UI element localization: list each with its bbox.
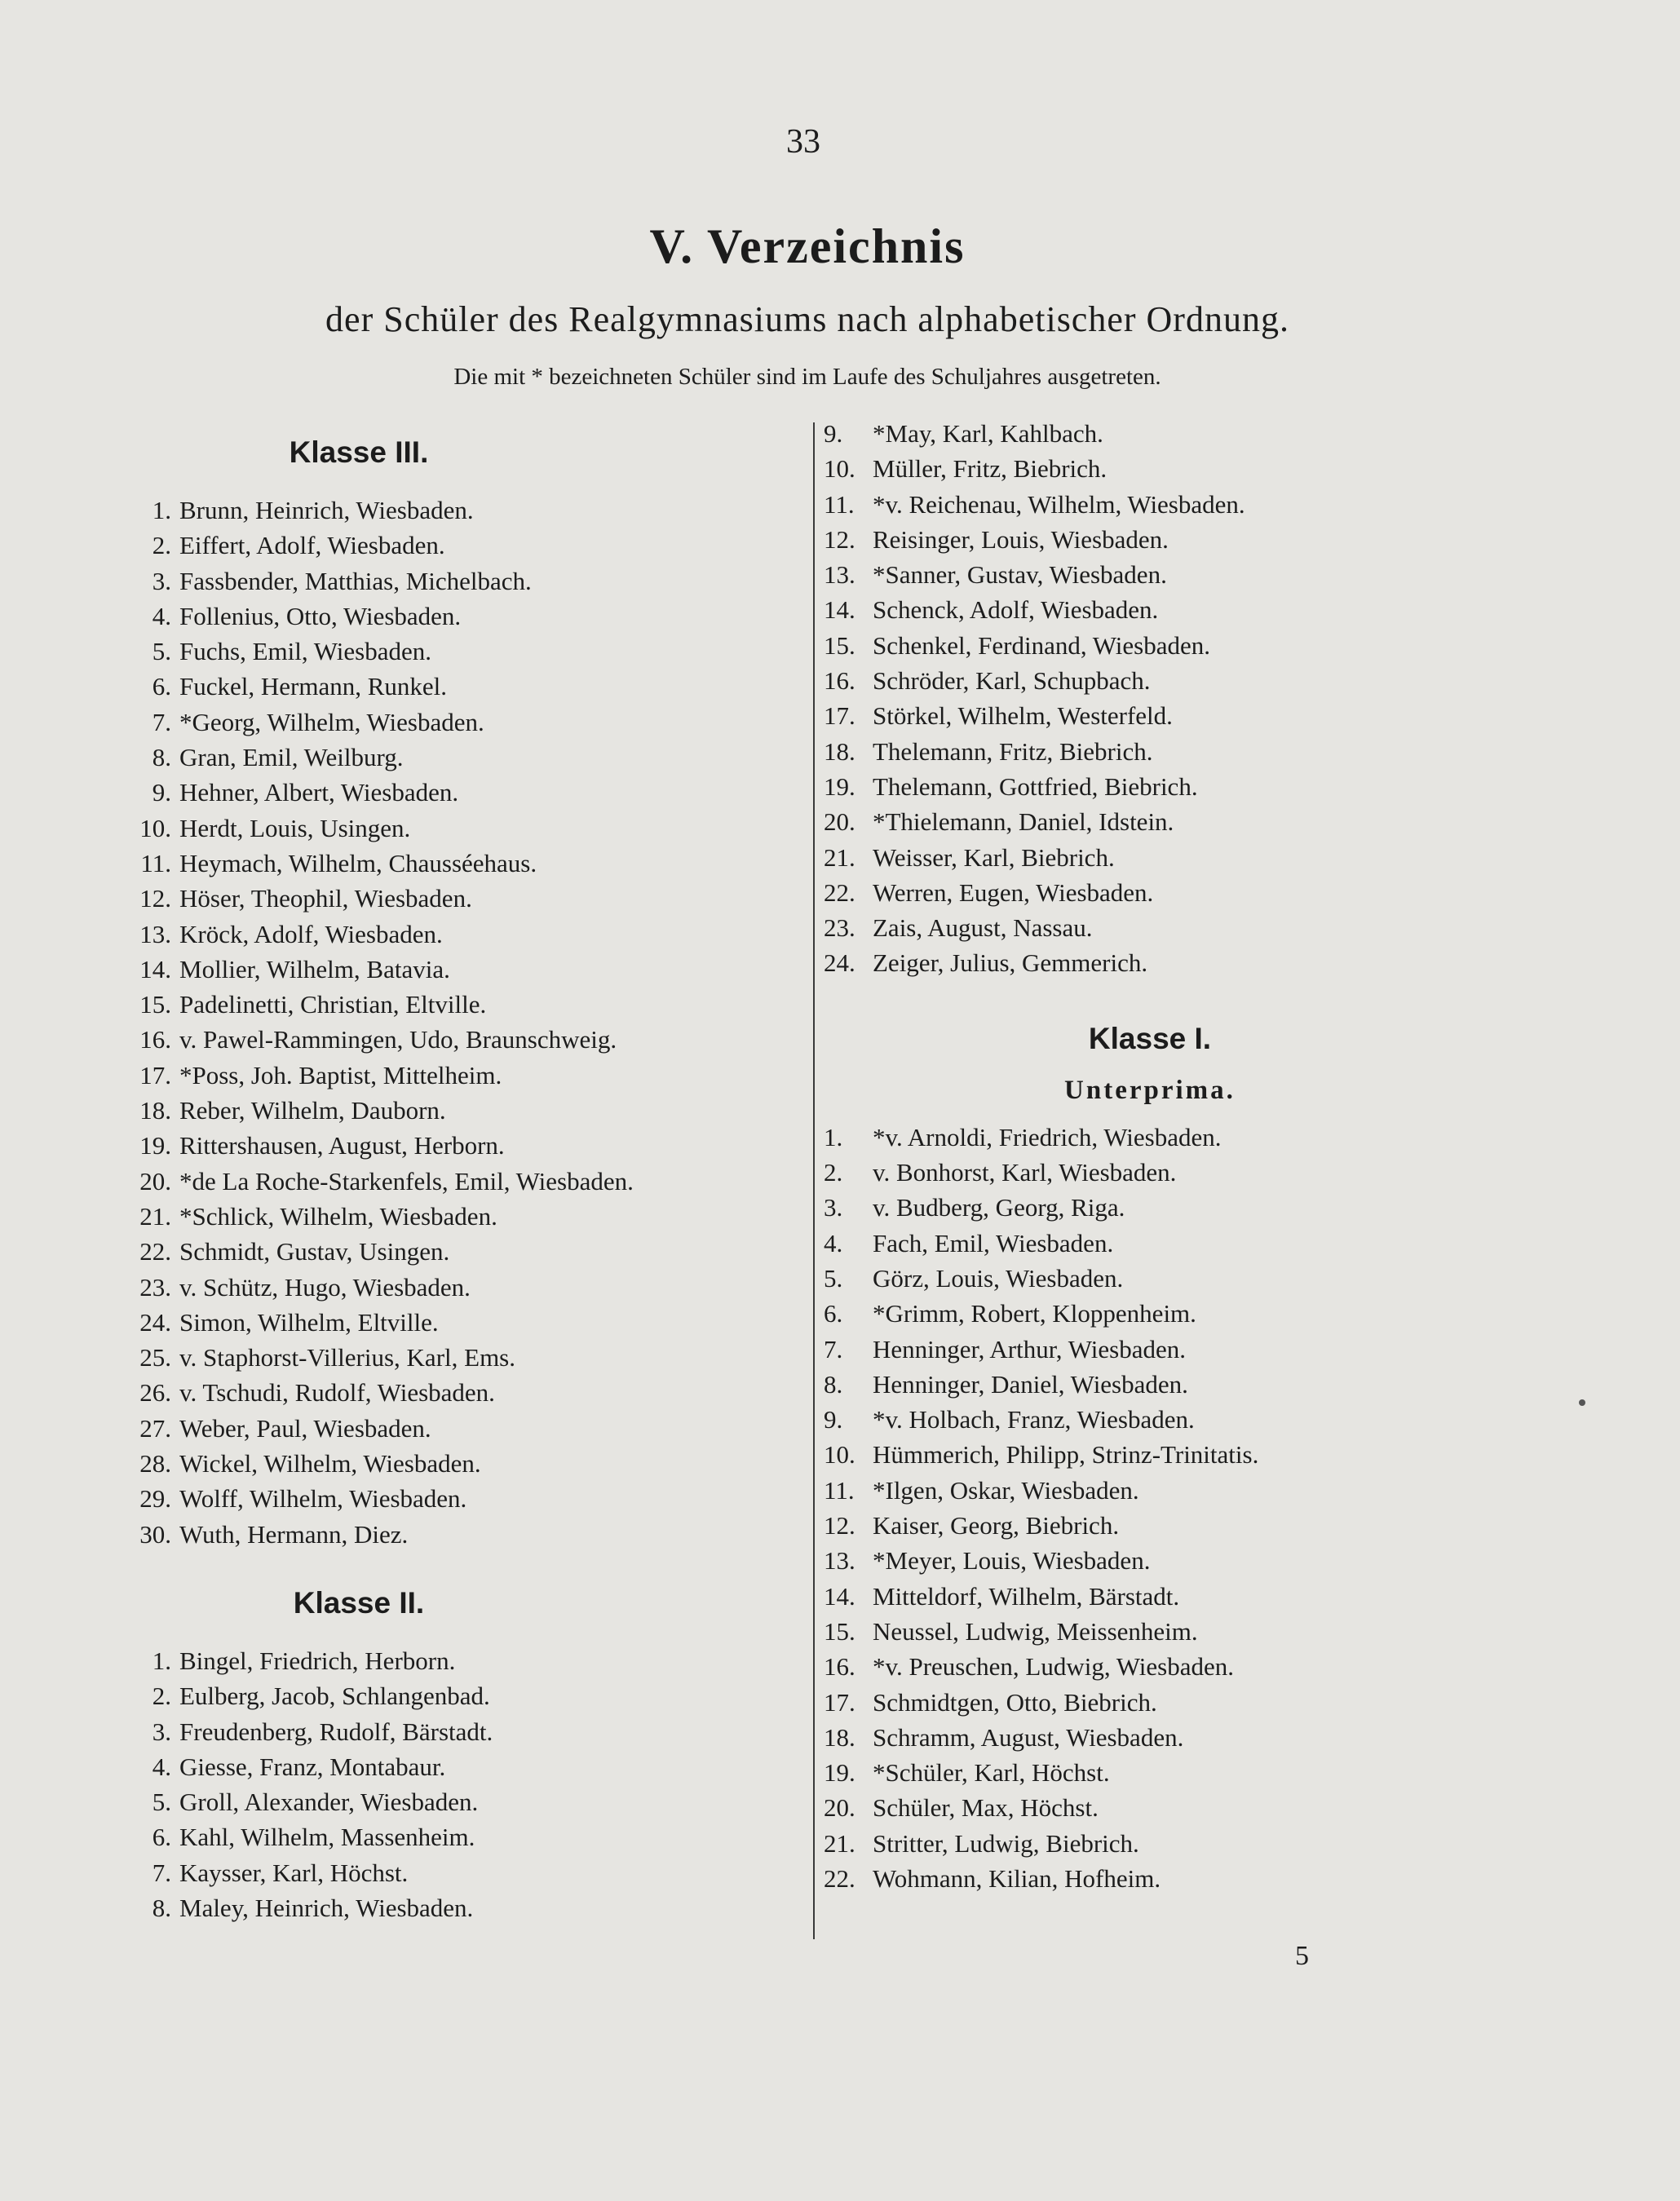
student-entry: Maley, Heinrich, Wiesbaden. [179,1893,474,1922]
student-number: 3. [824,1193,843,1222]
student-number: 9. [824,1405,843,1434]
student-number: 12. [139,884,171,913]
student-row [130,1784,807,1819]
student-row [824,1402,1476,1437]
student-number: 1. [824,1122,843,1151]
student-row [130,634,807,669]
student-row [130,1517,807,1552]
student-row [824,487,1476,522]
student-row [130,917,807,952]
student-entry: *Poss, Joh. Baptist, Mittelheim. [179,1060,502,1089]
page-number: 33 [786,123,820,161]
student-entry: *Georg, Wilhelm, Wiesbaden. [179,707,484,736]
student-number: 15. [824,1616,855,1646]
student-row [130,811,807,846]
student-row [824,663,1476,698]
student-entry: *Sanner, Gustav, Wiesbaden. [873,560,1167,590]
student-entry: Schramm, August, Wiesbaden. [873,1722,1184,1752]
student-entry: Schmidt, Gustav, Usingen. [179,1237,450,1266]
student-entry: *Meyer, Louis, Wiesbaden. [873,1546,1151,1576]
student-number: 20. [824,807,855,837]
student-row [130,1340,807,1375]
student-row [130,1058,807,1093]
student-row [130,1411,807,1446]
student-entry: Weber, Paul, Wiesbaden. [179,1413,431,1443]
student-entry: Reisinger, Louis, Wiesbaden. [873,524,1169,554]
student-row [130,1749,807,1784]
student-entry: *v. Reichenau, Wilhelm, Wiesbaden. [873,489,1245,519]
student-number: 24. [824,948,855,978]
student-number: 15. [139,990,171,1019]
unterprima-heading: Unterprima. [1064,1075,1236,1105]
student-number: 21. [139,1201,171,1231]
student-entry: Müller, Fritz, Biebrich. [873,454,1107,484]
student-row [130,705,807,740]
student-number: 5. [152,1788,171,1817]
student-number: 28. [139,1449,171,1478]
student-entry: Zeiger, Julius, Gemmerich. [873,948,1148,978]
student-row [824,804,1476,839]
student-entry: Schmidtgen, Otto, Biebrich. [873,1687,1157,1717]
student-number: 2. [824,1158,843,1187]
student-row [824,1190,1476,1225]
student-entry: Eulberg, Jacob, Schlangenbad. [179,1682,490,1711]
student-entry: Thelemann, Fritz, Biebrich. [873,736,1153,766]
student-entry: Wickel, Wilhelm, Wiesbaden. [179,1449,481,1478]
student-entry: Mitteldorf, Wilhelm, Bärstadt. [873,1581,1180,1611]
student-entry: *v. Holbach, Franz, Wiesbaden. [873,1405,1195,1434]
student-row [824,1367,1476,1402]
student-number: 18. [824,1722,855,1752]
student-number: 22. [824,1863,855,1893]
student-row [824,945,1476,980]
student-entry: v. Tschudi, Rudolf, Wiesbaden. [179,1378,495,1408]
student-entry: Kaysser, Karl, Höchst. [179,1858,409,1887]
student-entry: Reber, Wilhelm, Dauborn. [179,1096,446,1125]
student-row [824,875,1476,910]
student-row [824,840,1476,875]
student-entry: *Schlick, Wilhelm, Wiesbaden. [179,1201,497,1231]
student-entry: *v. Arnoldi, Friedrich, Wiesbaden. [873,1122,1222,1151]
student-number: 27. [139,1413,171,1443]
student-entry: Wolff, Wilhelm, Wiesbaden. [179,1484,467,1514]
student-number: 17. [824,701,855,731]
student-entry: v. Pawel-Rammingen, Udo, Braunschweig. [179,1025,617,1054]
student-row [824,416,1476,451]
student-number: 18. [139,1096,171,1125]
student-row [130,1481,807,1516]
klasse-3-list [130,493,807,1552]
student-row [130,1819,807,1854]
student-entry: v. Bonhorst, Karl, Wiesbaden. [873,1158,1177,1187]
student-number: 14. [824,595,855,625]
student-row [824,522,1476,557]
student-number: 1. [152,496,171,524]
student-number: 2. [152,1682,171,1711]
student-number: 5. [824,1263,843,1293]
student-row [130,564,807,599]
student-entry: Henninger, Arthur, Wiesbaden. [873,1334,1186,1363]
student-row [824,910,1476,945]
student-entry: *Ilgen, Oskar, Wiesbaden. [873,1475,1139,1505]
student-number: 8. [152,1893,171,1922]
klasse-3-heading: Klasse III. [289,435,429,469]
student-row [130,1375,807,1410]
student-entry: *Thielemann, Daniel, Idstein. [873,807,1174,837]
student-entry: Mollier, Wilhelm, Batavia. [179,954,450,983]
student-row [824,1755,1476,1790]
student-row [824,1296,1476,1331]
student-number: 4. [152,1752,171,1781]
student-entry: Fuchs, Emil, Wiesbaden. [179,637,432,666]
student-row [130,1270,807,1305]
student-entry: Hehner, Albert, Wiesbaden. [179,778,459,807]
student-entry: Kröck, Adolf, Wiesbaden. [179,919,443,948]
student-entry: Rittershausen, August, Herborn. [179,1131,505,1160]
student-row [824,1685,1476,1720]
student-number: 29. [139,1484,171,1514]
student-number: 10. [824,454,855,484]
withdrawal-note: Die mit * bezeichneten Schüler sind im Laufe des Schuljahres ausgetreten. [453,364,1161,390]
student-entry: Neussel, Ludwig, Meissenheim. [873,1616,1198,1646]
left-column [130,424,807,1925]
student-row [130,1890,807,1925]
student-number: 17. [139,1060,171,1089]
student-entry: *May, Karl, Kahlbach. [873,419,1103,448]
student-row [130,1678,807,1713]
student-entry: v. Budberg, Georg, Riga. [873,1193,1125,1222]
student-entry: Fach, Emil, Wiesbaden. [873,1228,1114,1257]
student-row [130,1164,807,1199]
column-divider [813,422,815,1939]
student-number: 6. [152,672,171,701]
student-entry: Follenius, Otto, Wiesbaden. [179,601,462,630]
student-number: 22. [824,877,855,907]
student-number: 30. [139,1519,171,1549]
student-number: 7. [152,707,171,736]
student-entry: Görz, Louis, Wiesbaden. [873,1263,1124,1293]
student-number: 12. [824,1511,855,1540]
student-number: 11. [824,489,855,519]
student-number: 12. [824,524,855,554]
klasse-1-heading: Klasse I. [1088,1021,1212,1055]
student-number: 13. [139,919,171,948]
student-row [824,769,1476,804]
student-number: 13. [824,560,855,590]
student-entry: Weisser, Karl, Biebrich. [873,842,1115,872]
student-row [824,1508,1476,1543]
student-row [130,740,807,775]
student-entry: Padelinetti, Christian, Eltville. [179,990,487,1019]
student-number: 16. [824,1652,855,1682]
student-number: 26. [139,1378,171,1408]
student-number: 7. [824,1334,843,1363]
right-column [824,416,1476,1896]
student-row [824,1473,1476,1508]
student-row [824,1790,1476,1825]
student-number: 21. [824,842,855,872]
student-row [824,557,1476,592]
student-row [824,1261,1476,1296]
klasse-2-list [130,1643,807,1925]
student-row [130,1446,807,1481]
student-number: 17. [824,1687,855,1717]
student-row [824,734,1476,769]
student-number: 2. [152,531,171,560]
student-number: 5. [152,637,171,666]
student-entry: Herdt, Louis, Usingen. [179,813,411,842]
student-number: 4. [152,601,171,630]
student-row [130,1643,807,1678]
student-entry: Kahl, Wilhelm, Massenheim. [179,1823,475,1852]
ink-dot [1579,1399,1585,1406]
student-entry: *de La Roche-Starkenfels, Emil, Wiesbaden. [179,1166,634,1196]
student-number: 7. [152,1858,171,1887]
student-entry: Thelemann, Gottfried, Biebrich. [873,771,1198,801]
student-row [130,1714,807,1749]
student-entry: Gran, Emil, Weilburg. [179,743,404,772]
student-number: 19. [824,1758,855,1788]
klasse-2-list-continued [824,416,1476,981]
student-number: 19. [824,771,855,801]
student-entry: *v. Preuschen, Ludwig, Wiesbaden. [873,1652,1234,1682]
student-entry: Freudenberg, Rudolf, Bärstadt. [179,1717,493,1746]
student-row [130,881,807,916]
student-entry: Brunn, Heinrich, Wiesbaden. [179,496,474,524]
student-row [130,669,807,704]
student-entry: v. Schütz, Hugo, Wiesbaden. [179,1272,471,1302]
student-number: 20. [824,1793,855,1823]
student-number: 9. [824,419,843,448]
student-number: 24. [139,1307,171,1337]
student-entry: Wohmann, Kilian, Hofheim. [873,1863,1161,1893]
student-number: 1. [152,1646,171,1675]
student-entry: Schenkel, Ferdinand, Wiesbaden. [873,630,1210,660]
student-number: 10. [824,1440,855,1470]
student-number: 10. [139,813,171,842]
student-row [130,493,807,528]
student-number: 16. [139,1025,171,1054]
student-entry: Höser, Theophil, Wiesbaden. [179,884,472,913]
student-number: 14. [139,954,171,983]
student-row [824,1332,1476,1367]
student-number: 11. [140,848,171,877]
student-entry: Giesse, Franz, Montabaur. [179,1752,446,1781]
student-entry: v. Staphorst-Villerius, Karl, Ems. [179,1343,515,1372]
student-number: 20. [139,1166,171,1196]
student-row [824,1120,1476,1155]
student-row [824,451,1476,486]
heading-gap [824,1113,1476,1120]
student-entry: Werren, Eugen, Wiesbaden. [873,877,1154,907]
student-row [130,1305,807,1340]
student-number: 16. [824,666,855,696]
klasse-1-list [824,1120,1476,1897]
student-entry: Eiffert, Adolf, Wiesbaden. [179,531,445,560]
student-entry: *Schüler, Karl, Höchst. [873,1758,1110,1788]
student-number: 8. [824,1369,843,1399]
student-number: 11. [824,1475,855,1505]
student-row [130,987,807,1022]
student-number: 13. [824,1546,855,1576]
student-entry: Heymach, Wilhelm, Chausséehaus. [179,848,537,877]
student-entry: Simon, Wilhelm, Eltville. [179,1307,439,1337]
student-number: 25. [139,1343,171,1372]
student-number: 9. [152,778,171,807]
student-entry: Henninger, Daniel, Wiesbaden. [873,1369,1188,1399]
student-row [130,1128,807,1163]
student-number: 23. [824,913,855,943]
student-number: 15. [824,630,855,660]
student-entry: Fassbender, Matthias, Michelbach. [179,566,532,595]
student-row [130,1093,807,1128]
heading-gap [130,481,807,493]
student-row [824,628,1476,663]
student-row [824,592,1476,627]
student-row [824,1826,1476,1861]
student-row [824,1543,1476,1578]
student-entry: Wuth, Hermann, Diez. [179,1519,409,1549]
student-row [130,1234,807,1269]
student-entry: Zais, August, Nassau. [873,913,1093,943]
student-number: 3. [152,566,171,595]
student-entry: Störkel, Wilhelm, Westerfeld. [873,701,1173,731]
student-number: 19. [139,1131,171,1160]
student-number: 6. [152,1823,171,1852]
student-entry: Kaiser, Georg, Biebrich. [873,1511,1120,1540]
student-number: 4. [824,1228,843,1257]
student-number: 3. [152,1717,171,1746]
student-entry: Schüler, Max, Höchst. [873,1793,1099,1823]
student-entry: *Grimm, Robert, Kloppenheim. [873,1299,1196,1328]
student-entry: Fuckel, Hermann, Runkel. [179,672,448,701]
student-number: 23. [139,1272,171,1302]
student-row [824,1649,1476,1684]
student-entry: Schenck, Adolf, Wiesbaden. [873,595,1159,625]
student-row [130,1022,807,1057]
student-number: 6. [824,1299,843,1328]
student-row [824,698,1476,733]
student-row [130,952,807,987]
page-title: V. Verzeichnis [649,219,966,273]
student-row [130,846,807,881]
student-entry: Stritter, Ludwig, Biebrich. [873,1828,1139,1858]
student-row [130,528,807,563]
student-row [824,1861,1476,1896]
student-number: 22. [139,1237,171,1266]
student-entry: Groll, Alexander, Wiesbaden. [179,1788,479,1817]
student-entry: Hümmerich, Philipp, Strinz-Trinitatis. [873,1440,1259,1470]
page-subtitle: der Schüler des Realgymnasiums nach alphabetischer Ordnung. [325,299,1289,339]
klasse-2-heading: Klasse II. [293,1585,425,1620]
student-row [824,1226,1476,1261]
student-row [130,599,807,634]
student-number: 21. [824,1828,855,1858]
heading-gap [130,1632,807,1643]
signature-mark: 5 [1295,1941,1309,1971]
student-number: 18. [824,736,855,766]
student-row [824,1614,1476,1649]
student-number: 8. [152,743,171,772]
student-row [824,1437,1476,1472]
student-row [130,775,807,810]
student-row [130,1855,807,1890]
student-row [824,1579,1476,1614]
student-entry: Bingel, Friedrich, Herborn. [179,1646,456,1675]
student-row [824,1155,1476,1190]
student-row [130,1199,807,1234]
student-number: 14. [824,1581,855,1611]
student-entry: Schröder, Karl, Schupbach. [873,666,1151,696]
student-row [824,1720,1476,1755]
